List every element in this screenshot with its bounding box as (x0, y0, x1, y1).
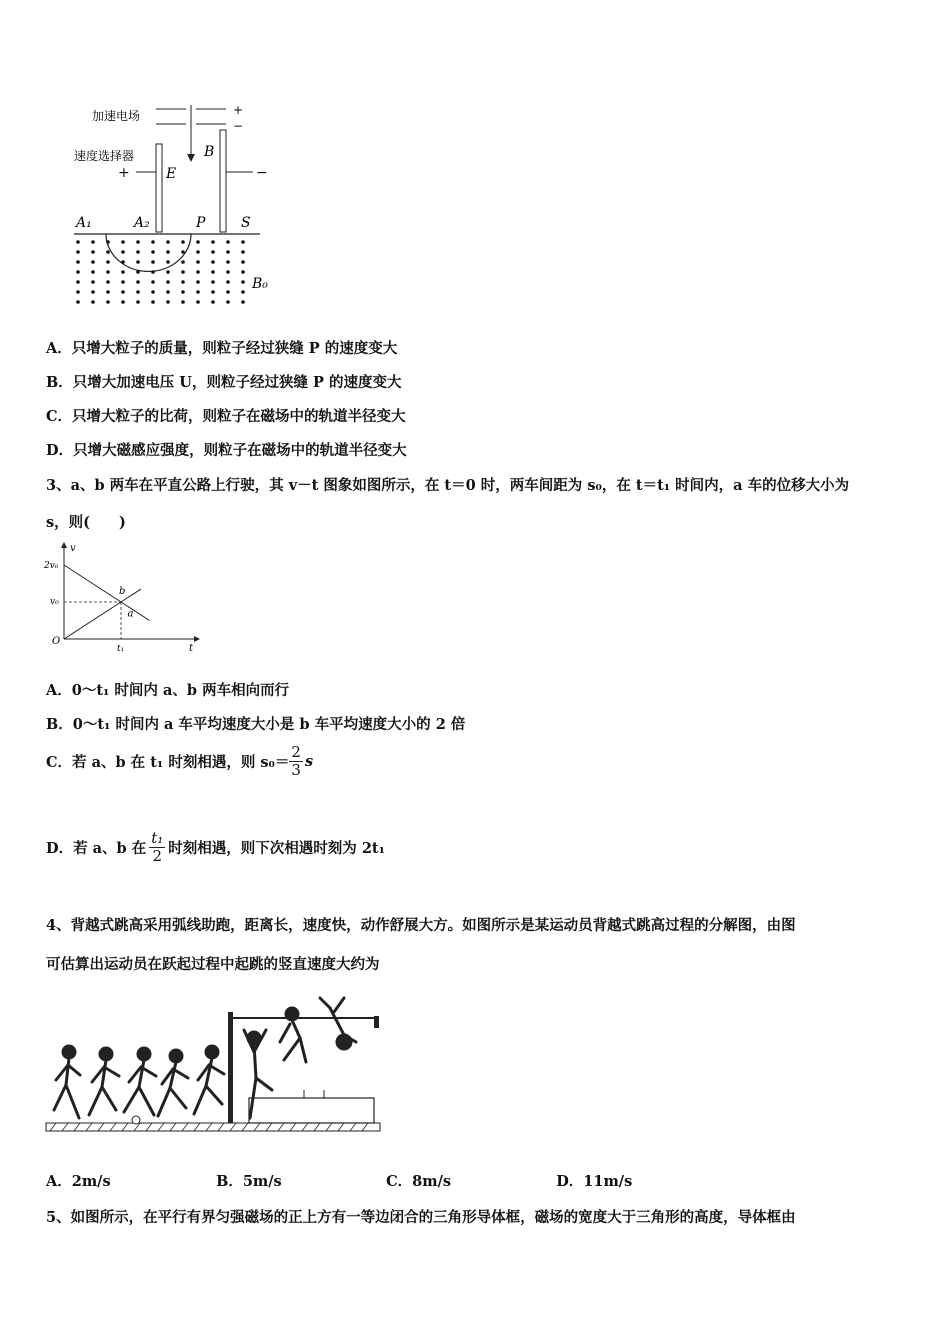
high-jump-illustration (44, 990, 384, 1140)
field-dot (181, 280, 185, 284)
y-axis-label: v (70, 543, 76, 554)
accel-minus: − (233, 119, 244, 133)
field-dot (106, 260, 110, 264)
field-dot (151, 270, 155, 274)
series-label-a: a (127, 608, 134, 620)
field-dot (106, 300, 110, 304)
field-dot (181, 240, 185, 244)
field-dot (241, 240, 245, 244)
field-dot (166, 290, 170, 294)
q2-option-c: C．只增大粒子的比荷，则粒子在磁场中的轨道半径变大 (46, 408, 406, 425)
field-dot (106, 250, 110, 254)
q2-option-b: B．只增大加速电压 U，则粒子经过狭缝 P 的速度变大 (46, 374, 402, 391)
q4-option-a: A．2m/s (46, 1173, 111, 1190)
field-dot (121, 240, 125, 244)
field-dot (136, 270, 140, 274)
field-dot (91, 270, 95, 274)
field-dot (226, 280, 230, 284)
field-dot (166, 270, 170, 274)
field-dot (106, 290, 110, 294)
field-dot (136, 240, 140, 244)
field-dot (121, 290, 125, 294)
field-dot (226, 290, 230, 294)
field-dot (226, 300, 230, 304)
a2-label: A₂ (134, 215, 150, 231)
field-dot (136, 250, 140, 254)
q4-option-b: B．5m/s (216, 1173, 282, 1190)
field-dot (91, 280, 95, 284)
field-dot (226, 260, 230, 264)
field-dot (76, 270, 80, 274)
y-tick-2v0: 2v₀ (44, 561, 59, 571)
field-dot (196, 270, 200, 274)
q3-option-a: A．0～t₁ 时间内 a、b 两车相向而行 (46, 682, 290, 699)
field-dot (211, 270, 215, 274)
x-tick-t1: t₁ (117, 644, 125, 654)
field-dot (196, 300, 200, 304)
field-dot (151, 280, 155, 284)
field-dot (151, 250, 155, 254)
field-dot (211, 290, 215, 294)
accel-field-label: 加速电场 (92, 109, 141, 123)
series-label-b: b (118, 586, 126, 598)
field-dot (241, 300, 245, 304)
fraction-numerator: t₁ (151, 829, 164, 847)
field-dot (166, 240, 170, 244)
field-dot (211, 250, 215, 254)
a1-label: A₁ (76, 215, 92, 231)
s-label: S (241, 215, 251, 231)
mass-spectrometer-figure (68, 100, 278, 315)
field-dot (136, 300, 140, 304)
field-dot (91, 300, 95, 304)
field-dot (226, 240, 230, 244)
fraction-t1-over-2 (149, 830, 165, 865)
field-dot (76, 240, 80, 244)
q5-stem-line1: 5、如图所示，在平行有界匀强磁场的正上方有一等边闭合的三角形导体框，磁场的宽度大于三角形的高度，导体框由 (46, 1209, 796, 1226)
field-dot (181, 260, 185, 264)
field-dot (136, 280, 140, 284)
q3-stem-line2: s，则( ) (46, 514, 126, 531)
q3-option-d-pre: D．若 a、b 在 (46, 840, 147, 857)
field-dot (106, 270, 110, 274)
field-dot (226, 270, 230, 274)
q3-option-c-text: C．若 a、b 在 t₁ 时刻相遇，则 s₀＝ (46, 754, 290, 771)
plate-plus: + (118, 165, 130, 181)
field-dot (181, 250, 185, 254)
field-dot (241, 260, 245, 264)
q2-option-d: D．只增大磁感应强度，则粒子在磁场中的轨道半径变大 (46, 442, 407, 459)
field-dot (76, 300, 80, 304)
field-dot (151, 290, 155, 294)
field-dot (181, 270, 185, 274)
plate-minus: − (256, 165, 268, 181)
q4-stem-line2: 可估算出运动员在跃起过程中起跳的竖直速度大约为 (46, 956, 380, 973)
field-dot (121, 270, 125, 274)
field-dot (151, 300, 155, 304)
p-label: P (196, 215, 206, 231)
field-dot (91, 260, 95, 264)
x-axis-label: t (189, 643, 194, 654)
field-dot (91, 290, 95, 294)
field-dot (121, 300, 125, 304)
q2-option-a: A．只增大粒子的质量，则粒子经过狭缝 P 的速度变大 (46, 340, 398, 357)
vt-chart (44, 540, 204, 660)
q3-option-d (46, 830, 385, 865)
field-dot (181, 290, 185, 294)
y-tick-v0: v₀ (50, 597, 59, 607)
q3-stem-line1: 3、a、b 两车在平直公路上行驶，其 v－t 图象如图所示，在 t＝0 时，两车间距为 s₀，在 t＝t₁ 时间内，a 车的位移大小为 (46, 477, 850, 494)
field-dot (211, 280, 215, 284)
field-dot (226, 250, 230, 254)
field-dot (211, 240, 215, 244)
fraction-numerator: 2 (291, 743, 301, 761)
field-dot (196, 250, 200, 254)
field-dot (136, 260, 140, 264)
field-dot (211, 260, 215, 264)
field-dot (91, 240, 95, 244)
accel-plus: + (233, 103, 244, 117)
b0-label: B₀ (252, 276, 268, 292)
field-dot (121, 260, 125, 264)
field-dot (76, 280, 80, 284)
q4-options (46, 1170, 721, 1191)
q3-option-d-post: 时刻相遇，则下次相遇时刻为 2t₁ (168, 840, 385, 857)
field-dot (196, 240, 200, 244)
field-dot (166, 300, 170, 304)
field-dot (151, 240, 155, 244)
velocity-selector-label: 速度选择器 (74, 149, 135, 163)
e-label: E (166, 166, 177, 182)
q4-stem-line1: 4、背越式跳高采用弧线助跑，距离长，速度快，动作舒展大方。如图所示是某运动员背越式跳高过程的分解图，由图 (46, 917, 796, 934)
field-dot (241, 290, 245, 294)
origin-label: O (52, 636, 61, 647)
field-dot (196, 280, 200, 284)
q3-option-c (46, 744, 313, 779)
field-dot (211, 300, 215, 304)
field-dot (136, 290, 140, 294)
field-dot (241, 280, 245, 284)
q4-option-d: D．11m/s (556, 1173, 633, 1190)
field-dot (166, 280, 170, 284)
q3-option-b: B．0～t₁ 时间内 a 车平均速度大小是 b 车平均速度大小的 2 倍 (46, 716, 466, 733)
y-axis-arrow (61, 542, 67, 548)
field-dot (151, 260, 155, 264)
q4-option-c: C．8m/s (386, 1173, 452, 1190)
field-dot (106, 240, 110, 244)
fraction-two-thirds (289, 744, 303, 779)
field-dot (166, 260, 170, 264)
field-dot (241, 250, 245, 254)
x-axis-arrow (194, 636, 200, 642)
field-dot (76, 260, 80, 264)
field-dot (196, 290, 200, 294)
b-label: B (204, 144, 215, 160)
field-dot (106, 280, 110, 284)
fraction-denominator: 3 (291, 761, 301, 779)
field-dot (181, 300, 185, 304)
field-dot (121, 280, 125, 284)
series-line-a (64, 565, 150, 621)
field-dot (241, 270, 245, 274)
field-dot (196, 260, 200, 264)
field-dot (76, 290, 80, 294)
q3-option-c-s: s (304, 753, 314, 770)
field-dot (76, 250, 80, 254)
field-dot (91, 250, 95, 254)
fraction-denominator: 2 (152, 847, 163, 865)
field-dot (166, 250, 170, 254)
field-dot (121, 250, 125, 254)
